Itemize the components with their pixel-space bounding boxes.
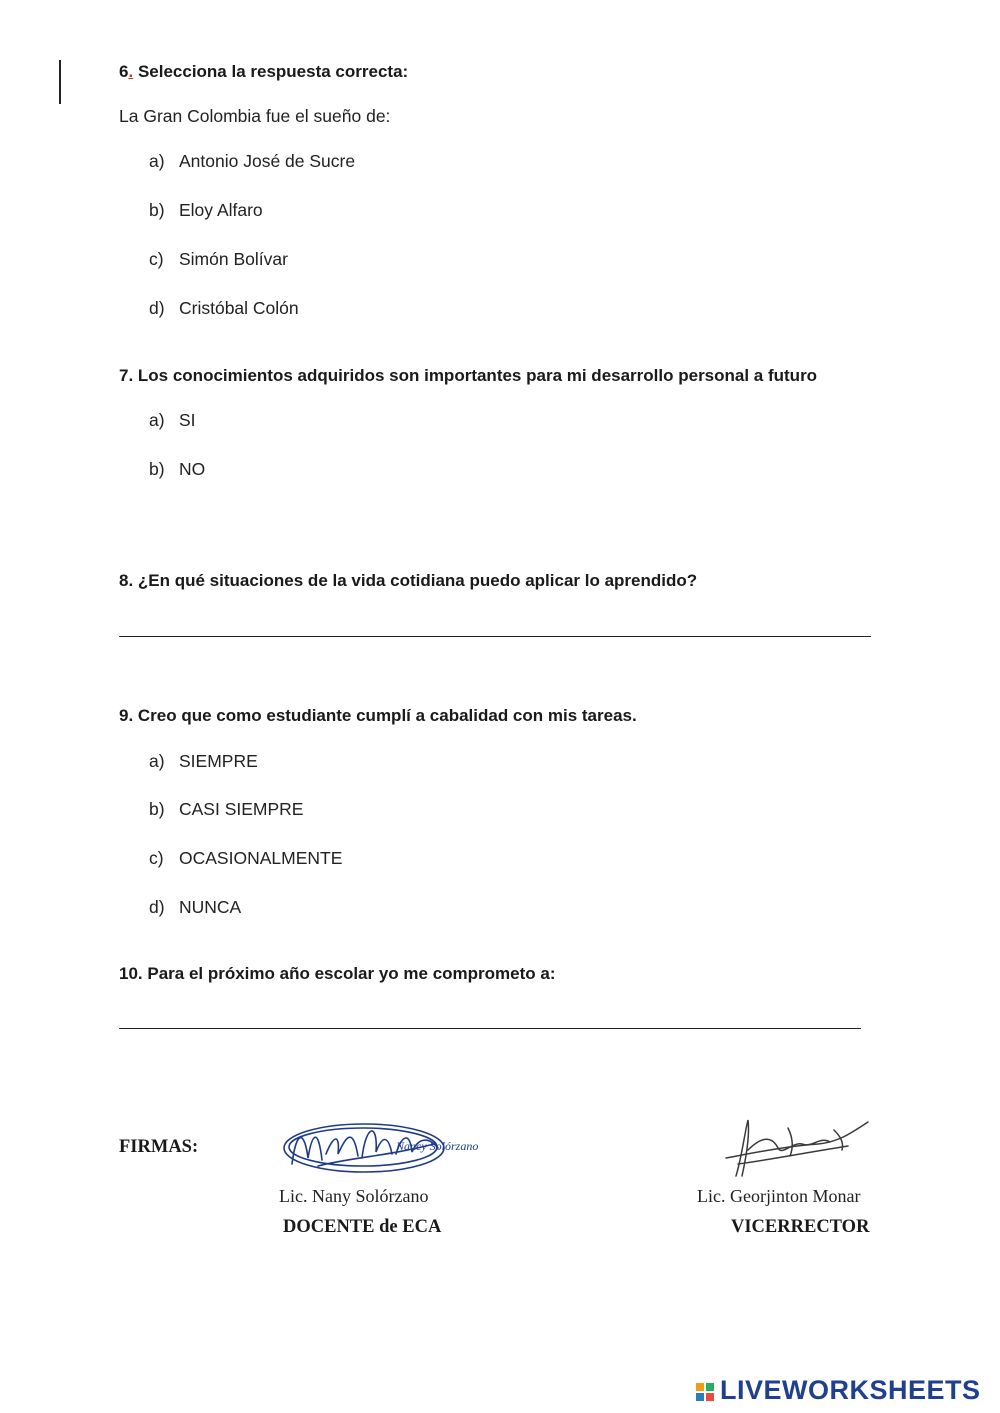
q9-option-a[interactable]	[149, 751, 258, 772]
signature-right-role: VICERRECTOR	[731, 1217, 870, 1237]
signature-left-role: DOCENTE de ECA	[283, 1217, 442, 1237]
q6-option-b[interactable]	[149, 200, 263, 221]
signature-left-text: Nancy Solórzano	[396, 1139, 479, 1153]
signature-left-name: Lic. Nany Solórzano	[279, 1186, 429, 1206]
liveworksheets-brand-text: LIVEWORKSHEETS	[720, 1375, 981, 1405]
option-letter: a)	[149, 410, 165, 430]
question-number-dot: .	[128, 62, 134, 81]
q6-option-a[interactable]	[149, 151, 355, 172]
option-letter: c)	[149, 249, 164, 269]
question-number: 6	[119, 62, 129, 81]
option-text: SI	[179, 410, 196, 430]
q7-option-b[interactable]	[149, 459, 205, 480]
option-letter: b)	[149, 799, 165, 819]
q9-option-c[interactable]	[149, 848, 342, 869]
liveworksheets-logo[interactable]	[696, 1375, 981, 1406]
question-9-title: 9. Creo que como estudiante cumplí a cabalidad con mis tareas.	[119, 706, 637, 725]
text-cursor	[59, 60, 61, 104]
option-text: SIEMPRE	[179, 751, 258, 771]
option-text: Simón Bolívar	[179, 249, 288, 269]
question-8-answer-line[interactable]	[119, 636, 871, 637]
signature-right-icon	[718, 1106, 880, 1184]
question-8-title: 8. ¿En qué situaciones de la vida cotidiana puedo aplicar lo aprendido?	[119, 571, 698, 590]
signature-right-name: Lic. Georjinton Monar	[697, 1186, 861, 1206]
option-text: Antonio José de Sucre	[179, 151, 356, 171]
q6-option-d[interactable]	[149, 298, 299, 319]
question-6-prompt: La Gran Colombia fue el sueño de:	[119, 106, 391, 126]
liveworksheets-logo-icon	[696, 1383, 714, 1401]
question-6-title-text: Selecciona la respuesta correcta:	[137, 62, 409, 81]
option-text: CASI SIEMPRE	[179, 799, 304, 819]
option-letter: a)	[149, 751, 165, 771]
signature-left-icon	[278, 1114, 479, 1180]
option-text: NO	[179, 459, 206, 479]
question-10-answer-line[interactable]	[119, 1028, 861, 1029]
question-10-title: 10. Para el próximo año escolar yo me comprometo a:	[119, 964, 556, 983]
option-text: NUNCA	[179, 897, 242, 917]
option-letter: d)	[149, 897, 165, 917]
q6-option-c[interactable]	[149, 249, 288, 270]
option-text: Cristóbal Colón	[179, 298, 299, 318]
option-letter: b)	[149, 200, 165, 220]
question-7-title: 7. Los conocimientos adquiridos son importantes para mi desarrollo personal a futuro	[119, 366, 818, 385]
q9-option-d[interactable]	[149, 897, 241, 918]
q7-option-a[interactable]	[149, 410, 196, 431]
option-letter: a)	[149, 151, 165, 171]
option-letter: d)	[149, 298, 165, 318]
option-text: Eloy Alfaro	[179, 200, 263, 220]
signatures-label: FIRMAS:	[119, 1137, 199, 1157]
option-letter: b)	[149, 459, 165, 479]
option-text: OCASIONALMENTE	[179, 848, 343, 868]
q9-option-b[interactable]	[149, 799, 303, 820]
option-letter: c)	[149, 848, 164, 868]
question-6-title	[119, 62, 408, 82]
